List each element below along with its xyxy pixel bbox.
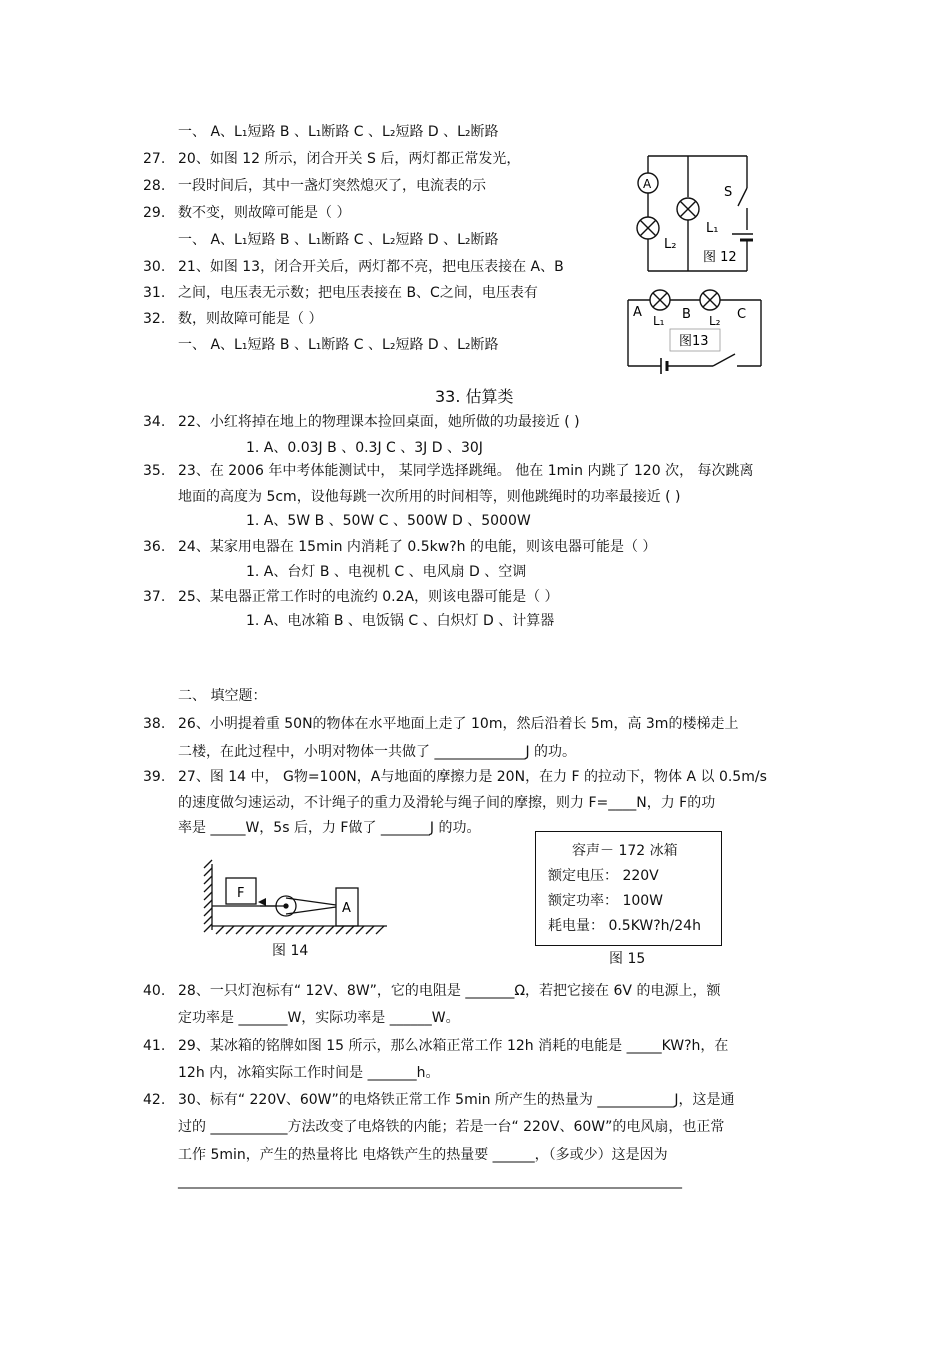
- figure-14-pulley: [200, 858, 390, 938]
- q26-line-2: 二楼，在此过程中，小明对物体一共做了 _____________J 的功。: [178, 744, 577, 760]
- q21-line-2: 之间，电压表无示数；把电压表接在 B、C之间，电压表有: [178, 285, 538, 301]
- line-number: 31.: [143, 285, 166, 301]
- line-options-1: 一、 A、L₁短路 B 、L₁断路 C 、L₂短路 D 、L₂断路: [178, 124, 499, 140]
- block-a-label: A: [342, 901, 351, 916]
- line-number: 35.: [143, 463, 166, 479]
- nameplate-voltage: 额定电压： 220V: [548, 868, 659, 884]
- q27-line-2: 的速度做匀速运动，不计绳子的重力及滑轮与绳子间的摩擦，则力 F=____N，力 F的功: [178, 795, 716, 811]
- figure-15-caption: 图 15: [609, 951, 646, 967]
- line-number: 40.: [143, 983, 166, 999]
- q23-line-1: 23、在 2006 年中考体能测试中， 某同学选择跳绳。 他在 1min 内跳了 120 次， 每次跳离: [178, 463, 754, 479]
- line-number: 32.: [143, 311, 166, 327]
- q25-line: 25、某电器正常工作时的电流约 0.2A，则该电器可能是（ ）: [178, 589, 559, 605]
- q23-options: 1. A、5W B 、50W C 、500W D 、5000W: [246, 513, 531, 529]
- q22-options: 1. A、0.03J B 、0.3J C 、3J D 、30J: [246, 440, 483, 456]
- fridge-nameplate: [535, 831, 722, 946]
- q24-options: 1. A、台灯 B 、电视机 C 、电风扇 D 、空调: [246, 564, 527, 580]
- q21-line-1: 21、如图 13，闭合开关后，两灯都不亮，把电压表接在 A、B: [178, 259, 564, 275]
- l1-label: L₁: [706, 221, 719, 236]
- section-title-fill: 二、 填空题：: [178, 688, 267, 704]
- nameplate-title: 容声－ 172 冰箱: [572, 843, 678, 859]
- q29-line-2: 12h 内，冰箱实际工作时间是 _______h。: [178, 1065, 440, 1081]
- q27-line-1: 27、图 14 中， G物=100N，A与地面的摩擦力是 20N，在力 F 的拉动下，物体 A 以 0.5m/s: [178, 769, 767, 785]
- force-label: F: [237, 886, 245, 901]
- q20-line-1: 20、如图 12 所示，闭合开关 S 后，两灯都正常发光，: [178, 151, 521, 167]
- section-title-estimation: 33. 估算类: [435, 387, 514, 406]
- q28-line-1: 28、一只灯泡标有“ 12V、8W”，它的电阻是 _______Ω，若把它接在 6V 的电源上，额: [178, 983, 721, 999]
- point-a-label: A: [633, 305, 642, 320]
- figure-12-caption: 图 12: [703, 250, 737, 265]
- q30-line-2: 过的 ___________方法改变了电烙铁的内能；若是一台“ 220V、60W”的电风扇，也正常: [178, 1119, 725, 1135]
- switch-icon: [713, 354, 735, 366]
- l2-label: L₂: [664, 237, 677, 252]
- arrow-icon: [258, 898, 266, 906]
- q24-line: 24、某家用电器在 15min 内消耗了 0.5kw?h 的电能，则该电器可能是（ ）: [178, 539, 657, 555]
- q25-options: 1. A、电冰箱 B 、电饭锅 C 、白炽灯 D 、计算器: [246, 613, 555, 629]
- q23-line-2: 地面的高度为 5cm，设他每跳一次所用的时间相等，则他跳绳时的功率最接近 ( ): [178, 489, 681, 505]
- figure-14-caption: 图 14: [272, 943, 309, 959]
- l2-label: L₂: [709, 314, 721, 328]
- point-b-label: B: [682, 307, 691, 322]
- line-number: 30.: [143, 259, 166, 275]
- q28-line-2: 定功率是 _______W，实际功率是 ______W。: [178, 1010, 460, 1026]
- line-number: 38.: [143, 716, 166, 732]
- nameplate-power: 额定功率： 100W: [548, 893, 664, 909]
- line-number: 29.: [143, 205, 166, 221]
- line-number: 41.: [143, 1038, 166, 1054]
- q30-line-1: 30、标有“ 220V、60W”的电烙铁正常工作 5min 所产生的热量为 ___________J，这是通: [178, 1092, 735, 1108]
- q30-line-3: 工作 5min，产生的热量将比 电烙铁产生的热量要 ______，（多或少）这是因为: [178, 1147, 668, 1163]
- line-number: 34.: [143, 414, 166, 430]
- switch-icon: [738, 188, 747, 206]
- ammeter-label: A: [643, 177, 652, 191]
- point-c-label: C: [737, 307, 747, 322]
- figure-13-circuit: [623, 288, 768, 376]
- figure-13-caption: 图13: [679, 334, 709, 349]
- line-number: 37.: [143, 589, 166, 605]
- line-number: 28.: [143, 178, 166, 194]
- line-number: 27.: [143, 151, 166, 167]
- line-number: 36.: [143, 539, 166, 555]
- line-options-2: 一、 A、L₁短路 B 、L₁断路 C 、L₂短路 D 、L₂断路: [178, 232, 499, 248]
- q20-line-3: 数不变，则故障可能是（ ）: [178, 205, 351, 221]
- q29-line-1: 29、某冰箱的铭牌如图 15 所示，那么冰箱正常工作 12h 消耗的电能是 _____KW?h，在: [178, 1038, 729, 1054]
- figure-12-circuit: [628, 150, 753, 275]
- switch-label: S: [724, 185, 733, 200]
- q26-line-1: 26、小明提着重 50N的物体在水平地面上走了 10m，然后沿着长 5m，高 3m的楼梯走上: [178, 716, 739, 732]
- q30-answer-line: ________________________________________________________________________: [178, 1173, 682, 1189]
- q27-line-3: 率是 _____W，5s 后，力 F做了 _______J 的功。: [178, 820, 481, 836]
- q21-line-3: 数，则故障可能是（ ）: [178, 311, 323, 327]
- line-number: 42.: [143, 1092, 166, 1108]
- l1-label: L₁: [653, 314, 665, 328]
- line-number: 39.: [143, 769, 166, 785]
- nameplate-consumption: 耗电量： 0.5KW?h/24h: [548, 918, 701, 934]
- q20-line-2: 一段时间后，其中一盏灯突然熄灭了，电流表的示: [178, 178, 486, 194]
- q22-line: 22、小红将掉在地上的物理课本捡回桌面，她所做的功最接近 ( ): [178, 414, 580, 430]
- line-options-3: 一、 A、L₁短路 B 、L₁断路 C 、L₂短路 D 、L₂断路: [178, 337, 499, 353]
